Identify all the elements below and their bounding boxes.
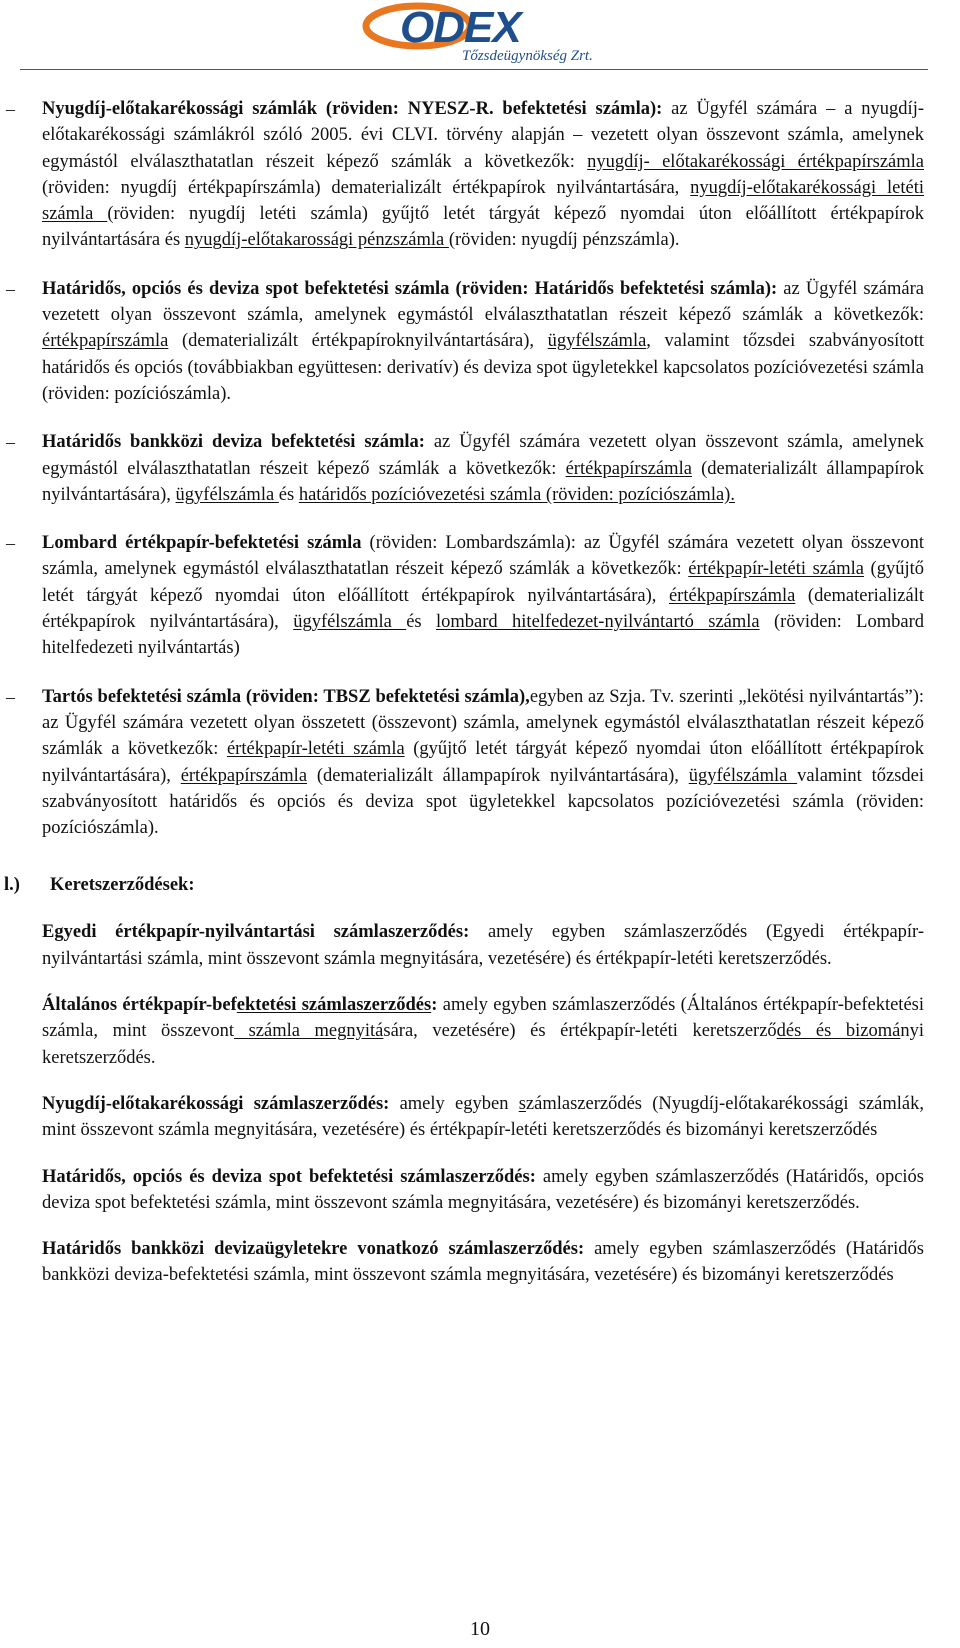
odex-logo	[358, 2, 604, 64]
list-dash: –	[6, 686, 15, 707]
underlined-term: határidős pozícióvezetési számla (röviden: pozíciószámla).	[298, 484, 735, 505]
text-run: (dematerializált állampapírok nyilvántartására),	[307, 765, 689, 786]
list-dash: –	[6, 533, 15, 554]
text-run: (gyűjtő letét tárgyát képező nyomdai úton előállított értékpapírok nyilvántartására),	[42, 739, 924, 786]
list-item	[4, 429, 924, 508]
underlined-term: ügyfélszámla	[547, 331, 647, 352]
entry-text	[42, 96, 924, 254]
text-run: amely egyben számlaszerződés (Határidős bankközi deviza-befektetési számla, mint összevont számla megnyitására, vezetésére) és bizományi keretszerződés	[42, 1239, 924, 1286]
contract-term: Határidős bankközi devizaügyletekre vonatkozó számlaszerződés:	[42, 1239, 585, 1260]
text-run: (dematerializált értékpapíroknyilvántartására),	[168, 331, 548, 352]
contract-item	[4, 992, 924, 1071]
contract-text	[42, 992, 924, 1071]
text-run: (röviden: Lombard hitelfedezeti nyilvántartás)	[42, 612, 924, 659]
text-run: (röviden: nyugdíj pénzszámla).	[448, 230, 680, 251]
entry-term: Határidős bankközi deviza befektetési számla:	[42, 432, 425, 453]
section-number: l.)	[4, 875, 20, 896]
list-dash: –	[6, 278, 15, 299]
text-run: és	[406, 612, 436, 633]
header-divider	[20, 69, 928, 70]
list-item	[4, 96, 924, 254]
underlined-term: s	[518, 1093, 526, 1114]
text-run: (dematerializált állampapírok nyilvántartására),	[42, 458, 925, 505]
entry-text	[42, 276, 924, 407]
entry-term: Határidős, opciós és deviza spot befektetési számla (röviden: Határidős befektetési számla):	[42, 278, 778, 299]
text-run: Általános értékpapír-bef	[42, 995, 237, 1016]
text-run: amely egyben számlaszerződés (Általános értékpapír-befektetési számla, mint összevont	[42, 995, 925, 1042]
underlined-term: értékpapírszámla	[42, 331, 169, 352]
entry-term: Nyugdíj-előtakarékossági számlák (röviden: NYESZ-R. befektetési számla):	[42, 99, 663, 119]
text-run: az Ügyfél számára vezetett olyan összevont számla, amelynek egymástól elválaszthatatlan részeit képező számlák a következők:	[42, 278, 924, 326]
entry-term: Lombard értékpapír-befektetési számla	[42, 533, 362, 554]
text-run: sára, vezetésére) és értékpapír-letéti keretszerző	[383, 1021, 777, 1042]
list-dash: –	[6, 99, 15, 119]
entry-text	[42, 429, 924, 508]
underlined-term: nyugdíj- előtakarékossági értékpapírszámla	[587, 151, 924, 172]
section-title: Keretszerződések:	[50, 875, 195, 896]
text-run: (röviden: nyugdíj értékpapírszámla) dematerializált értékpapírok nyilvántartására,	[42, 177, 691, 198]
contract-text	[42, 919, 924, 972]
text-run: és	[278, 484, 299, 505]
underlined-term: értékpapírszámla	[565, 458, 692, 479]
contract-text	[42, 1091, 924, 1144]
text-run: zámlaszerződés (Nyugdíj-előtakarékossági számlák, mint összevont számla megnyitására, vezetésére) és értékpapír-letéti keretszerződés és bizományi keretszerződés	[42, 1093, 924, 1141]
logo-wordmark: ODEX	[400, 3, 521, 52]
contract-item	[4, 1091, 924, 1144]
contract-text	[42, 1236, 924, 1289]
text-run: valamint tőzsdei szabványosított határidős és opciós és deviza spot ügyletekkel kapcsolatos pozícióvezetési számla (röviden: pozíciószámla).	[42, 765, 924, 839]
text-run: (röviden: nyugdíj letéti számla) gyűjtő letét tárgyát képező nyomdai úton előállított értékpapírok nyilvántartására és	[42, 204, 924, 251]
list-item	[4, 530, 924, 661]
logo-subtitle: Tőzsdeügynökség Zrt.	[462, 48, 593, 64]
underlined-term: értékpapír-letéti számla	[688, 559, 864, 580]
text-run: (röviden: Lombardszámla): az Ügyfél számára vezetett olyan összevont számla, amelynek egymástól elválaszthatatlan részeit képező számlák a következők:	[42, 533, 924, 580]
contract-item	[4, 1164, 924, 1217]
underlined-term: ektetési számlaszerződés	[236, 995, 432, 1016]
text-run: az Ügyfél számára – a nyugdíj-előtakarékossági számlákról szóló 2005. évi CLVI. törvény alapján – vezetett olyan összevont számla, amelynek egymástól elválaszthatatlan részeit képező számlák a következők:	[42, 99, 924, 172]
list-item	[4, 276, 924, 407]
contract-term	[42, 995, 437, 1015]
text-run: nyi keretszerződés.	[42, 1021, 924, 1068]
list-dash: –	[6, 432, 15, 453]
entry-text	[42, 530, 924, 661]
underlined-term: nyugdíj-előtakarossági pénzszámla	[184, 230, 449, 251]
text-run: amely egyben számlaszerződés (Egyedi értékpapír-nyilvántartási számla, mint összevont számla megnyitására, vezetésére) és értékpapír-letéti keretszerződés.	[42, 922, 925, 969]
underlined-term: értékpapírszámla	[668, 585, 796, 606]
text-run: (dematerializált értékpapírok nyilvántartására),	[42, 585, 924, 633]
contract-item	[4, 1236, 924, 1289]
contract-term: Nyugdíj-előtakarékossági számlaszerződés:	[42, 1093, 390, 1114]
section-heading	[4, 875, 924, 901]
underlined-term: ügyfélszámla	[293, 612, 407, 633]
contract-term: Egyedi értékpapír-nyilvántartási számlaszerződés:	[42, 922, 470, 943]
underlined-term: számla megnyitá	[234, 1021, 384, 1042]
contract-text	[42, 1164, 924, 1217]
text-run: amely egyben számlaszerződés (Határidős, opciós deviza spot befektetési számla, mint összevont számla megnyitására, vezetésére) és bizományi keretszerződés.	[42, 1166, 925, 1213]
text-run: amely egyben	[389, 1093, 519, 1114]
underlined-term: ügyfélszámla	[175, 484, 279, 505]
underlined-term: értékpapírszámla	[180, 765, 308, 786]
underlined-term: értékpapír-letéti számla	[226, 739, 405, 760]
contract-item	[4, 919, 924, 972]
contract-term: Határidős, opciós és deviza spot befektetési számlaszerződés:	[42, 1166, 536, 1187]
underlined-term: dés és bizomá	[776, 1021, 901, 1042]
underlined-term: nyugdíj-előtakarékossági letéti számla	[42, 177, 924, 225]
text-run: az Ügyfél számára vezetett olyan összevont számla, amelynek egymástól elválaszthatatlan részeit képező számlák a következők:	[42, 432, 924, 479]
text-run: (gyűjtő letét tárgyát képező nyomdai úton előállított értékpapírok nyilvántartására),	[42, 559, 924, 606]
underlined-term: lombard hitelfedezet-nyilvántartó számla	[436, 612, 760, 633]
underlined-term: ügyfélszámla	[688, 765, 798, 786]
text-run: :	[431, 995, 438, 1016]
page-number: 10	[470, 1618, 490, 1640]
text-run: egyben az Szja. Tv. szerinti „lekötési nyilvántartás”): az Ügyfél számára vezetett olyan összetett (összevont) számla, amelynek egymástól elválaszthatatlan részeit képező számlák a következők:	[42, 686, 925, 760]
entry-text	[42, 684, 924, 842]
entry-term: Tartós befektetési számla (röviden: TBSZ befektetési számla),	[42, 686, 530, 707]
text-run: , valamint tőzsdei szabványosított határidős és opciós (továbbiakban együttesen: derivatív) és deviza spot ügyletekkel kapcsolatos pozícióvezetési számla (röviden: pozíciószámla).	[42, 331, 924, 404]
page-header	[0, 0, 960, 74]
list-item	[4, 684, 924, 842]
document-body	[4, 96, 924, 1309]
